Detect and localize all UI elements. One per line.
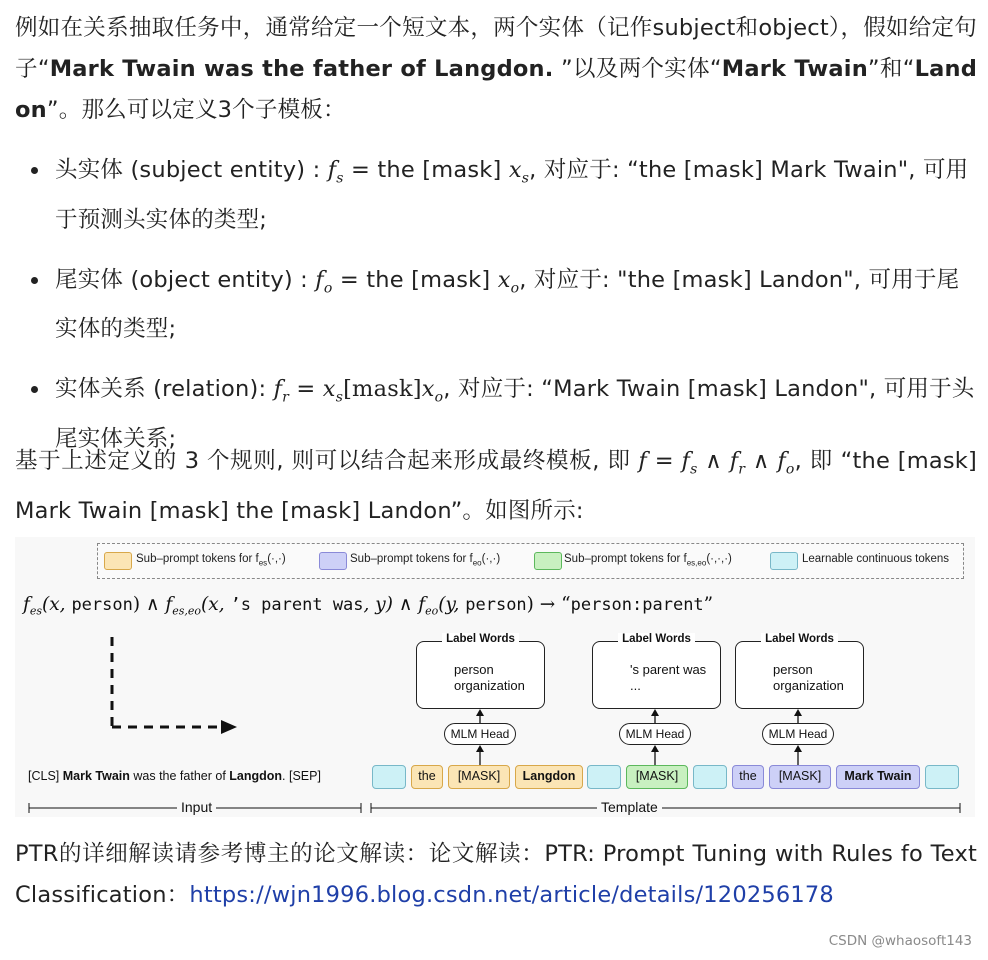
formula-op: ) ∧: [132, 594, 166, 615]
legend-args: (·,·): [267, 553, 286, 565]
token-learnable-3: [693, 765, 727, 789]
math-sub: r: [282, 389, 290, 406]
token-mask-subject: [MASK]: [448, 765, 510, 789]
reference-text: PTR的详细解读请参考博主的论文解读：论文解读：PTR: Prompt Tuning with Rules fo Text Classification：: [15, 841, 977, 908]
sub-template-list: [15, 150, 977, 460]
arrowhead-5: [794, 709, 802, 716]
math-and: ∧: [697, 448, 730, 474]
combo-text: 基于上述定义的 3 个规则, 则可以结合起来形成最终模板, 即: [15, 448, 639, 474]
combination-paragraph: [15, 441, 977, 532]
math-sub: s: [690, 461, 698, 478]
math-f: f: [315, 266, 324, 293]
label-word-2: ...: [630, 678, 641, 693]
label-words-title-text: Label Words: [442, 633, 519, 645]
label-words-title: [417, 633, 544, 645]
token-the-object: the: [732, 765, 764, 789]
token-the-subject: the: [411, 765, 443, 789]
reference-paragraph: [15, 834, 977, 916]
token-mark-twain: Mark Twain: [836, 765, 920, 789]
bullet-rest: , 对应于: “the [mask] Mark Twain", 可用于预测头实体的类型;: [55, 157, 969, 233]
intro-paragraph: [15, 8, 977, 131]
formula-sub: es: [29, 604, 43, 618]
math-sub: o: [510, 280, 520, 296]
math-x: x: [421, 376, 435, 402]
legend-sub: eo: [472, 558, 482, 568]
formula-sub: eo: [425, 604, 439, 618]
legend-text: Sub–prompt tokens for f: [350, 553, 473, 565]
example-sentence: Mark Twain was the father of Langdon.: [49, 56, 554, 82]
input-cls: [CLS]: [28, 769, 63, 783]
math-x: x: [497, 266, 511, 293]
input-object: Langdon: [229, 769, 283, 783]
math-x: x: [508, 157, 522, 183]
watermark: CSDN @whaosoft143: [828, 933, 972, 949]
math-mask: [mask]: [343, 376, 422, 402]
token-learnable-4: [925, 765, 959, 789]
formula-sub: es,eo: [172, 604, 202, 618]
input-label: Input: [177, 799, 216, 815]
template-text: the [mask]: [377, 157, 509, 183]
math-and: ∧: [745, 448, 778, 474]
input-sentence: [28, 769, 321, 783]
math-sub: o: [323, 280, 333, 296]
math-f: f: [273, 376, 283, 402]
formula-f: f: [23, 594, 30, 615]
formula-f: f: [418, 594, 426, 615]
input-subject: Mark Twain: [62, 769, 130, 783]
template-text: the [mask]: [366, 266, 498, 293]
entity-subject: Mark Twain: [721, 56, 868, 82]
label-words-box-object: [735, 633, 864, 709]
math-f: f: [681, 448, 691, 474]
math-eq: =: [343, 157, 378, 183]
math-x: x: [322, 376, 336, 402]
label-words-title: [736, 633, 863, 645]
math-eq: =: [332, 266, 367, 293]
arrowhead-6: [794, 745, 802, 752]
formula-op: ”: [703, 594, 714, 615]
label-word-1: person: [773, 662, 813, 677]
bullet-object: [15, 260, 977, 351]
formula-mono: person: [71, 595, 133, 615]
bullet-prefix: 头实体 (subject entity) :: [55, 157, 328, 183]
math-f: f: [638, 448, 647, 474]
bullet-prefix: 尾实体 (object entity) :: [55, 266, 316, 293]
token-learnable-1: [372, 765, 406, 789]
combo-text-2: , 即 “the [mask] Mark Twain [mask] the [mask] Landon”。如图所示:: [15, 448, 978, 524]
intro-text-3: ”和“: [867, 56, 915, 82]
label-word-2: organization: [454, 678, 525, 693]
math-sub: o: [785, 461, 795, 478]
bullet-subject: [15, 150, 977, 241]
formula-mono: person: [465, 595, 527, 615]
template-label: Template: [597, 799, 662, 815]
ptr-figure: [15, 537, 975, 817]
math-eq: =: [289, 376, 323, 402]
arrowhead-1: [476, 709, 484, 716]
entity-object: Landon: [15, 56, 978, 123]
formula-mono: person:parent: [570, 595, 704, 615]
legend-text: Sub–prompt tokens for f: [564, 553, 687, 565]
bullet-rest: , 对应于: “Mark Twain [mask] Landon", 可用于头尾实体关系;: [55, 376, 975, 452]
math-sub: s: [521, 170, 530, 187]
formula-op: , y) ∧: [363, 594, 419, 615]
input-sep: . [SEP]: [282, 769, 321, 783]
math-sub: s: [335, 389, 344, 406]
mlm-head-1: MLM Head: [444, 723, 516, 745]
token-langdon: Langdon: [515, 765, 583, 789]
token-learnable-2: [587, 765, 621, 789]
legend-args: (·,·): [481, 553, 501, 565]
mlm-head-2: MLM Head: [619, 723, 691, 745]
math-f: f: [729, 448, 739, 474]
arrowhead-3: [651, 709, 659, 716]
label-word-1: person: [454, 662, 494, 677]
legend-text: Sub–prompt tokens for f: [136, 553, 259, 565]
math-sub: s: [336, 170, 344, 187]
formula-f: f: [165, 594, 173, 615]
token-mask-object: [MASK]: [769, 765, 831, 789]
label-word-1: 's parent was: [630, 662, 707, 677]
formula-arg: (y,: [438, 594, 466, 615]
math-sub: r: [738, 461, 746, 478]
label-words-title: [593, 633, 720, 645]
formula-op: ) → “: [526, 594, 571, 615]
legend-args: (·,·,·): [706, 553, 732, 565]
label-words-box-relation: [592, 633, 721, 709]
math-sub: o: [434, 389, 444, 406]
formula-mono: ’s parent was: [230, 595, 364, 615]
arrowhead-2: [476, 745, 484, 752]
label-words-title-text: Label Words: [761, 633, 838, 645]
dashed-arrow-head: [221, 720, 237, 734]
arrowhead-4: [651, 745, 659, 752]
bullet-prefix: 实体关系 (relation):: [55, 376, 274, 402]
token-mask-relation: [MASK]: [626, 765, 688, 789]
legend-sub: es,eo: [686, 558, 707, 568]
reference-link[interactable]: https://wjn1996.blog.csdn.net/article/details/120256178: [189, 882, 834, 908]
math-eq: =: [646, 448, 682, 474]
legend-sub: es: [258, 558, 268, 568]
label-words-box-subject: [416, 633, 545, 709]
intro-text-2: ”以及两个实体“: [553, 56, 722, 82]
label-words-title-text: Label Words: [618, 633, 695, 645]
input-mid: was the father of: [129, 769, 230, 783]
math-f: f: [327, 157, 337, 183]
intro-text-4: ”。那么可以定义3个子模板：: [46, 97, 346, 123]
intro-text: 例如在关系抽取任务中，通常给定一个短文本，两个实体（记作subject和object），假如给定句子“: [15, 15, 977, 82]
bullet-rest: , 对应于: "the [mask] Landon", 可用于尾实体的类型;: [55, 266, 960, 342]
math-f: f: [777, 448, 786, 474]
formula-arg: (x,: [42, 594, 72, 615]
formula-arg: (x,: [201, 594, 231, 615]
label-word-2: organization: [773, 678, 844, 693]
mlm-head-3: MLM Head: [762, 723, 834, 745]
legend-text: Learnable continuous tokens: [802, 553, 950, 565]
